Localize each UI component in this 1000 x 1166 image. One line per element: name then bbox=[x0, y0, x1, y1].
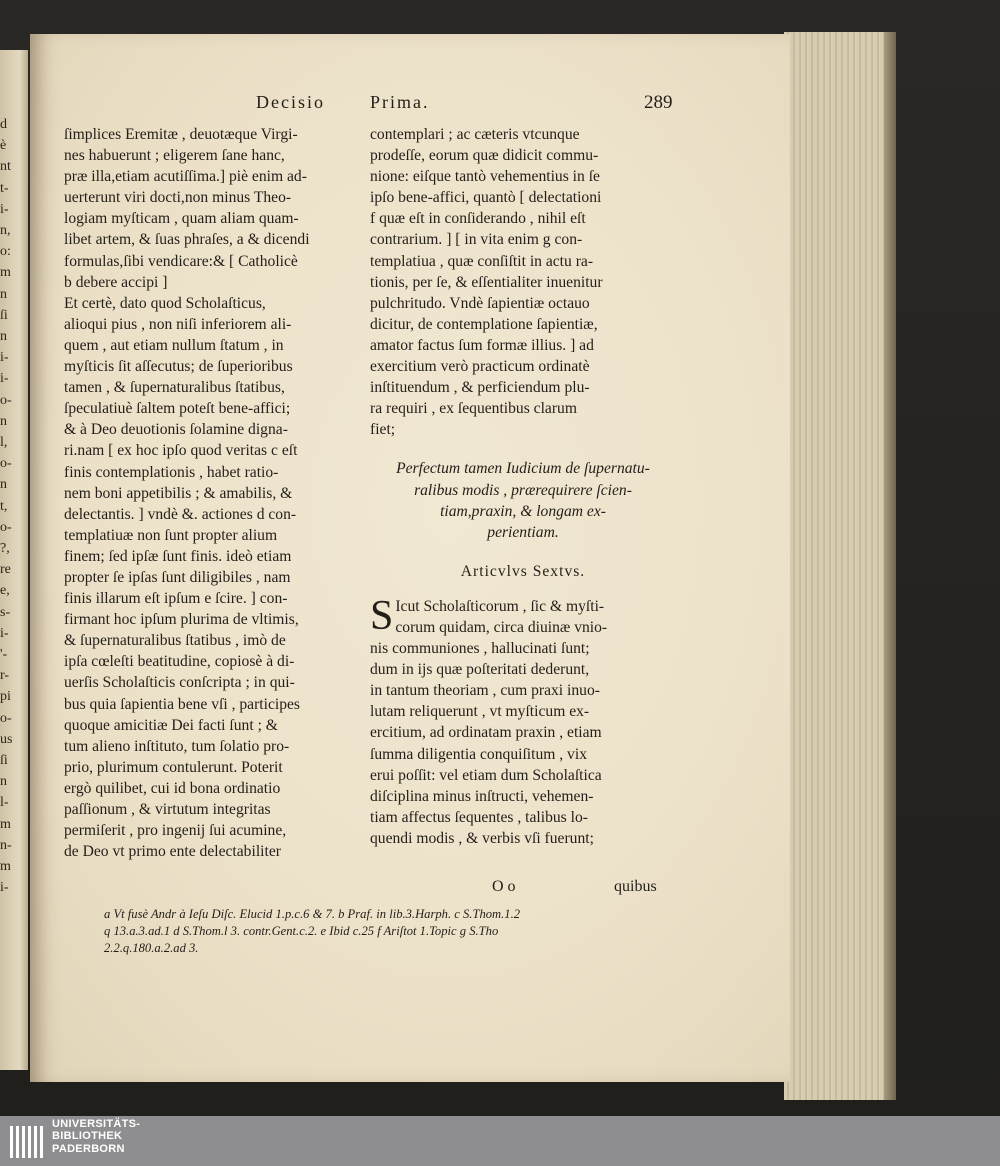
text-line: inſtituendum , & perficiendum plu- bbox=[370, 379, 590, 397]
text-line: ergò quilibet, cui id bona ordinatio bbox=[64, 779, 281, 797]
facing-page-fragment: d bbox=[0, 117, 7, 132]
drop-capital: S bbox=[370, 592, 394, 639]
text-line: ralibus modis , prærequirere ſcien- bbox=[414, 481, 632, 499]
library-line-1: UNIVERSITÄTS- bbox=[52, 1118, 141, 1130]
facing-page-fragment: e, bbox=[0, 583, 10, 599]
catchline bbox=[30, 878, 790, 900]
facing-page-fragment: re bbox=[0, 562, 11, 578]
text-line: myſticis ſit aſſecutus; de ſuperioribus bbox=[64, 358, 293, 376]
article-heading: Articvlvs Sextvs. bbox=[460, 562, 586, 580]
text-line: uerterunt viri docti,non minus Theo- bbox=[64, 189, 292, 207]
facing-page-fragment: l- bbox=[0, 795, 9, 811]
page-edges bbox=[784, 32, 887, 1100]
catchword: quibus bbox=[614, 878, 657, 895]
facing-page-fragment: i- bbox=[0, 371, 9, 387]
facing-page-fragment: pi bbox=[0, 689, 11, 705]
facing-page-fragment: o- bbox=[0, 456, 12, 472]
running-title-left: Decisio bbox=[256, 92, 325, 112]
signature-mark: O o bbox=[492, 878, 516, 895]
text-line: ſimplices Eremitæ , deuotæque Virgi- bbox=[64, 126, 298, 143]
text-line: tiam affectus ſequentes , talibus lo- bbox=[370, 808, 588, 826]
text-line: ſpeculatiuè ſaltem poteſt bene-affici; bbox=[64, 400, 291, 418]
text-line: perientiam. bbox=[487, 523, 559, 541]
facing-page-fragment: l, bbox=[0, 435, 8, 450]
facing-page-fragment: i- bbox=[0, 350, 9, 366]
text-line: præ illa,etiam acutiſſima.] piè enim ad- bbox=[64, 168, 307, 186]
text-line: templatiua , quæ conſiſtit in actu ra- bbox=[370, 252, 594, 270]
text-line: f quæ eſt in conſiderando , nihil eſt bbox=[370, 210, 586, 228]
facing-page-fragment: us bbox=[0, 731, 13, 747]
text-line: formulas,ſibi vendicare:& [ Catholicè bbox=[64, 252, 298, 270]
text-line: a Vt fusè Andr à Ieſu Diſc. Elucid 1.p.c.6 & 7. b Praf. in lib.3.Harph. c S.Thom.1.2 bbox=[104, 907, 521, 921]
text-line: tionis, per ſe, & eſſentialiter inuenitur bbox=[370, 273, 603, 291]
facing-page-fragment: t- bbox=[0, 180, 9, 196]
text-line: contemplari ; ac cæteris vtcunque bbox=[370, 126, 580, 143]
facing-page-fragment: o- bbox=[0, 392, 12, 408]
text-line: nis communiones , hallucinati ſunt; bbox=[370, 640, 590, 658]
text-line: prodeſſe, eorum quæ didicit commu- bbox=[370, 147, 599, 165]
text-line: & ſupernaturalibus ſtatibus , imò de bbox=[64, 632, 286, 650]
text-line: erui poſſit: vel etiam dum Scholaſtica bbox=[370, 766, 602, 784]
facing-page-fragment: o- bbox=[0, 519, 12, 535]
text-line: ſumma diligentia conquiſitum , vix bbox=[370, 745, 587, 763]
facing-page-fragment: m bbox=[0, 859, 11, 874]
text-line: dum in ijs quæ poſteritati dederunt, bbox=[370, 661, 590, 679]
running-header bbox=[30, 92, 790, 120]
article-subtitle bbox=[370, 458, 676, 542]
text-line: finem; ſed ipſæ ſunt finis. ideò etiam bbox=[64, 547, 292, 565]
text-line: tiam,praxin, & longam ex- bbox=[440, 502, 606, 520]
text-line: Perfectum tamen Iudicium de ſupernatu- bbox=[396, 460, 650, 478]
facing-page-fragment: è bbox=[0, 138, 7, 154]
facing-page-fragment: o- bbox=[0, 710, 12, 726]
text-line: tamen , & ſupernaturalibus ſtatibus, bbox=[64, 379, 285, 397]
facing-page-fragment: i- bbox=[0, 625, 9, 641]
text-line: lutam reliquerunt , vt myſticum ex- bbox=[370, 703, 590, 721]
text-line: alioqui pius , non niſi inferiorem ali- bbox=[64, 315, 292, 333]
text-line: nione: eiſque tantò vehementius in ſe bbox=[370, 168, 600, 186]
text-line: contrarium. ] [ in vita enim g con- bbox=[370, 231, 583, 249]
text-line: Et certè, dato quod Scholaſticus, bbox=[64, 294, 266, 312]
text-line: fiet; bbox=[370, 421, 396, 439]
text-line: pulchritudo. Vndè ſapientiæ octauo bbox=[370, 294, 590, 312]
text-line: propter ſe ipſas ſunt diligibiles , nam bbox=[64, 568, 291, 586]
right-column bbox=[370, 124, 676, 849]
facing-page-fragment: n bbox=[0, 477, 7, 493]
text-line: de Deo vt primo ente delectabiliter bbox=[64, 843, 281, 861]
running-title-right: Prima. bbox=[370, 92, 430, 112]
text-line: in tantum theoriam , cum praxi inuo- bbox=[370, 682, 600, 700]
text-line: permiſerit , pro ingenij ſui acumine, bbox=[64, 822, 287, 840]
text-line: delectantis. ] vndè &. actiones d con- bbox=[64, 505, 297, 523]
facing-page-fragment: i- bbox=[0, 880, 9, 896]
facing-page-fragment: ſi bbox=[0, 753, 8, 768]
facing-page-fragment: m bbox=[0, 816, 11, 832]
right-column-top bbox=[370, 124, 676, 440]
text-line: 2.2.q.180.a.2.ad 3. bbox=[104, 941, 199, 955]
facing-page-fragment: o: bbox=[0, 244, 11, 260]
facing-page-fragment: ?, bbox=[0, 541, 10, 556]
text-line: diſciplina minus inſtructi, vehemen- bbox=[370, 787, 594, 805]
text-line: exercitium verò practicum ordinatè bbox=[370, 358, 590, 376]
book-page bbox=[30, 34, 790, 1082]
facing-page-fragment: n- bbox=[0, 837, 12, 853]
facing-page-fragment: t, bbox=[0, 498, 8, 514]
text-line: & à Deo deuotionis ſolamine digna- bbox=[64, 421, 288, 439]
facing-page-fragment: ſi bbox=[0, 307, 8, 323]
facing-page-fragment: n bbox=[0, 329, 7, 344]
footnotes bbox=[104, 906, 684, 957]
left-column bbox=[64, 124, 360, 862]
text-line: templatiuæ non ſunt propter alium bbox=[64, 526, 278, 544]
facing-page-fragment: m bbox=[0, 265, 11, 281]
text-line: bus quia ſapientia bene vſi , participes bbox=[64, 695, 301, 713]
library-logo-icon bbox=[8, 1122, 48, 1162]
text-line: nes habuerunt ; eligerem ſane hanc, bbox=[64, 147, 285, 165]
text-line: firmant hoc ipſum plurima de vltimis, bbox=[64, 611, 299, 629]
text-line: quendi modis , & verbis vſi fuerunt; bbox=[370, 829, 594, 847]
facing-page-fragment: n bbox=[0, 774, 7, 790]
text-line: paſſionum , & virtutum integritas bbox=[64, 801, 271, 818]
text-line: uerſis Scholaſticis conſcripta ; in qui- bbox=[64, 674, 295, 692]
text-line: quem , aut etiam nullum ſtatum , in bbox=[64, 336, 284, 354]
text-line: dicitur, de contemplatione ſapientiæ, bbox=[370, 315, 598, 333]
facing-page-fragment: i- bbox=[0, 201, 9, 217]
text-line: Icut Scholaſticorum , ſic & myſti- bbox=[395, 597, 605, 615]
right-column-bottom bbox=[370, 592, 676, 849]
text-line: ipſo bene-affici, quantò [ delectationi bbox=[370, 189, 602, 207]
text-line: finis contemplationis , habet ratio- bbox=[64, 463, 279, 481]
facing-page-fragment: s- bbox=[0, 604, 11, 620]
text-line: tum alieno inſtituto, tum ſolatio pro- bbox=[64, 737, 290, 755]
page-number: 289 bbox=[644, 92, 673, 113]
facing-page-edge bbox=[0, 50, 28, 1070]
text-line: finis illarum eſt ipſum e ſcire. ] con- bbox=[64, 590, 288, 608]
text-line: logiam myſticam , quam aliam quam- bbox=[64, 210, 299, 228]
library-name bbox=[52, 1118, 140, 1155]
facing-page-fragment: n bbox=[0, 286, 7, 302]
facing-page-fragment: r- bbox=[0, 668, 10, 684]
library-banner bbox=[0, 1116, 1000, 1166]
facing-page-fragment: '- bbox=[0, 647, 8, 662]
text-line: quoque amicitiæ Dei facti ſunt ; & bbox=[64, 716, 278, 734]
text-line: nem boni appetibilis ; & amabilis, & bbox=[64, 484, 293, 502]
facing-page-fragment: n, bbox=[0, 223, 11, 238]
text-line: amator factus ſum formæ illius. ] ad bbox=[370, 336, 594, 354]
text-line: corum quidam, circa diuinæ vnio- bbox=[395, 618, 608, 636]
library-line-3: PADERBORN bbox=[52, 1142, 125, 1155]
text-line: ercitium, ad ordinatam praxin , etiam bbox=[370, 724, 602, 742]
facing-page-fragment: nt bbox=[0, 159, 11, 175]
text-line: ri.nam [ ex hoc ipſo quod veritas c eſt bbox=[64, 442, 298, 460]
library-line-2: BIBLIOTHEK bbox=[52, 1130, 123, 1143]
text-line: b debere accipi ] bbox=[64, 273, 168, 291]
text-line: ra requiri , ex ſequentibus clarum bbox=[370, 400, 577, 418]
text-line: prio, plurimum contulerunt. Poterit bbox=[64, 758, 283, 776]
facing-page-fragment: n bbox=[0, 413, 7, 429]
text-line: ipſa cœleſti beatitudine, copiosè à di- bbox=[64, 653, 295, 671]
text-line: q 13.a.3.ad.1 d S.Thom.l 3. contr.Gent.c.2. e Ibid c.25 f Ariſtot 1.Topic g S.Tho bbox=[104, 924, 499, 938]
text-line: libet artem, & ſuas phraſes, a & dicendi bbox=[64, 231, 310, 249]
